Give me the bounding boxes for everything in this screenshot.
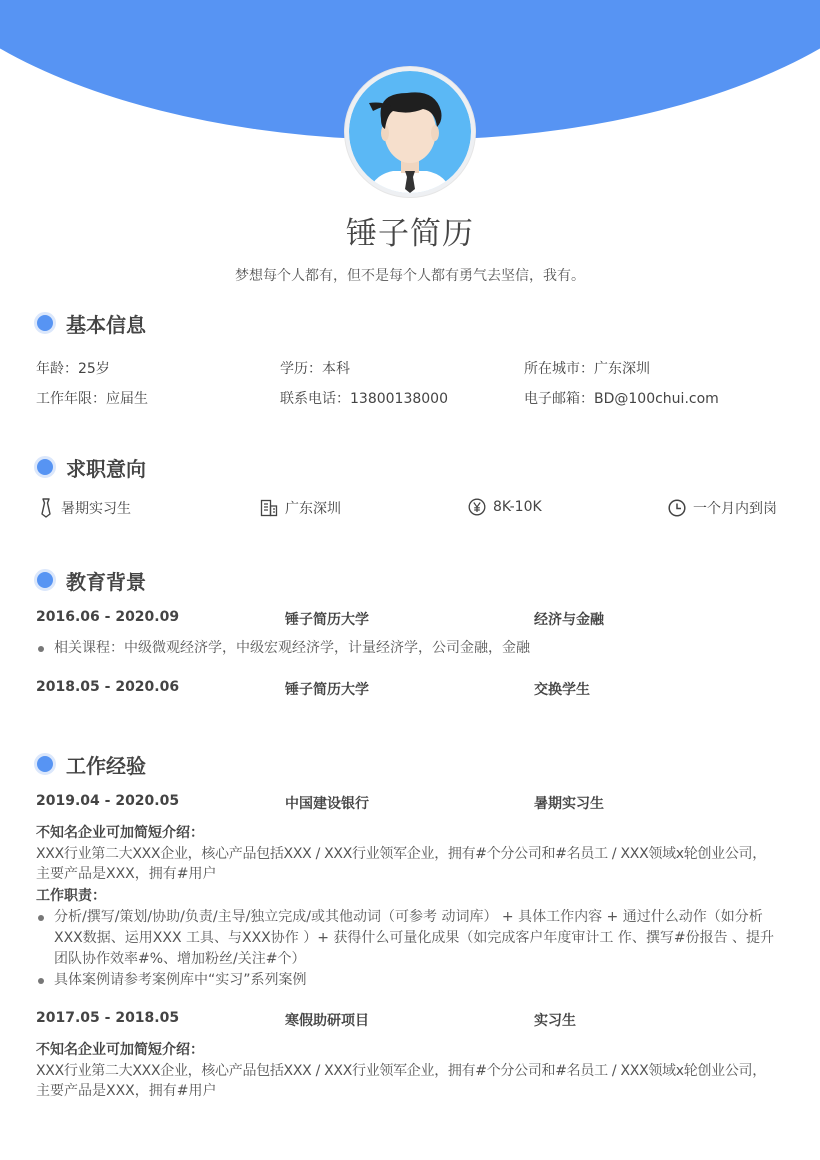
section-title: 基本信息 <box>66 312 146 337</box>
building-icon <box>260 499 278 517</box>
info-age: 年龄：25岁 <box>36 361 110 377</box>
section-work <box>34 749 786 1099</box>
bullet-icon <box>38 646 44 652</box>
intent-salary-label: 8K-10K <box>493 499 542 515</box>
section-dot-icon <box>34 456 56 478</box>
intent-availability <box>668 498 777 518</box>
list-item <box>34 638 786 659</box>
section-title: 教育背景 <box>66 569 146 594</box>
list-item <box>34 907 786 970</box>
info-education: 学历：本科 <box>280 361 350 377</box>
section-dot-icon <box>34 312 56 334</box>
resume-title: 锤子简历 <box>346 216 474 252</box>
intent-city <box>260 498 341 518</box>
motto: 梦想每个人都有，但不是每个人都有勇气去坚信，我有。 <box>235 268 585 284</box>
avatar <box>345 67 475 197</box>
clock-icon <box>668 499 686 517</box>
section-dot-icon <box>34 569 56 591</box>
work-duty: 具体案例请参考案例库中“实习”系列案例 <box>54 972 307 988</box>
info-phone: 联系电话：13800138000 <box>280 391 448 407</box>
section-header <box>34 749 786 779</box>
section-basic-info <box>34 308 786 407</box>
work-intro-line: 主要产品是XXX，拥有#用户 <box>36 1083 217 1099</box>
edu-courses: 相关课程：中级微观经济学，中级宏观经济学，计量经济学，公司金融，金融 <box>54 640 530 656</box>
section-header <box>34 452 786 482</box>
intent-position <box>38 498 131 518</box>
section-education <box>34 565 786 698</box>
section-dot-icon <box>34 753 56 775</box>
avatar-portrait-icon <box>349 71 471 193</box>
section-header <box>34 565 786 595</box>
section-job-intent <box>34 452 786 517</box>
section-title: 工作经验 <box>66 753 146 778</box>
work-intro-label: 不知名企业可加简短介绍： <box>36 825 204 841</box>
info-city: 所在城市：广东深圳 <box>524 361 650 377</box>
intent-position-label: 暑期实习生 <box>61 501 131 517</box>
section-header <box>34 308 786 338</box>
work-company: 寒假助研项目 <box>285 1013 369 1029</box>
work-duty-label: 工作职责： <box>36 888 106 904</box>
tie-icon <box>38 498 54 518</box>
work-intro-label: 不知名企业可加简短介绍： <box>36 1042 204 1058</box>
work-role: 暑期实习生 <box>534 796 604 812</box>
work-intro-line: 主要产品是XXX，拥有#用户 <box>36 866 217 882</box>
intent-availability-label: 一个月内到岗 <box>693 501 777 517</box>
work-date: 2019.04 - 2020.05 <box>36 793 180 809</box>
work-date: 2017.05 - 2018.05 <box>36 1010 180 1026</box>
edu-major: 交换学生 <box>534 682 590 698</box>
list-item <box>34 970 786 991</box>
intent-salary <box>468 498 542 516</box>
info-experience: 工作年限：应届生 <box>36 391 148 407</box>
work-company: 中国建设银行 <box>285 796 369 812</box>
work-intro-line: XXX行业第二大XXX企业，核心产品包括XXX / XXX行业领军企业，拥有#个分公司和#名员工 / XXX领域x轮创业公司， <box>36 846 766 862</box>
intent-city-label: 广东深圳 <box>285 501 341 517</box>
work-intro-line: XXX行业第二大XXX企业，核心产品包括XXX / XXX行业领军企业，拥有#个分公司和#名员工 / XXX领域x轮创业公司， <box>36 1063 766 1079</box>
work-duty: 分析/撰写/策划/协助/负责/主导/独立完成/或其他动词（可参考 动词库） + 具体工作内容 + 通过什么动作（如分析XXX数据、运用XXX 工具、与XXX协作 ）+ 获得什么可量化成果（如完成客户年度审计工 作、撰写#份报告 、提升团队协作效率#%、增加粉丝/关注#个） <box>54 909 775 967</box>
edu-date: 2016.06 - 2020.09 <box>36 609 180 625</box>
section-title: 求职意向 <box>66 456 146 481</box>
work-role: 实习生 <box>534 1013 576 1029</box>
edu-major: 经济与金融 <box>534 612 604 628</box>
edu-school: 锤子简历大学 <box>285 682 369 698</box>
yen-icon <box>468 498 486 516</box>
bullet-icon <box>38 915 44 921</box>
edu-school: 锤子简历大学 <box>285 612 369 628</box>
bullet-icon <box>38 978 44 984</box>
edu-date: 2018.05 - 2020.06 <box>36 679 180 695</box>
info-email: 电子邮箱：BD@100chui.com <box>524 391 719 407</box>
